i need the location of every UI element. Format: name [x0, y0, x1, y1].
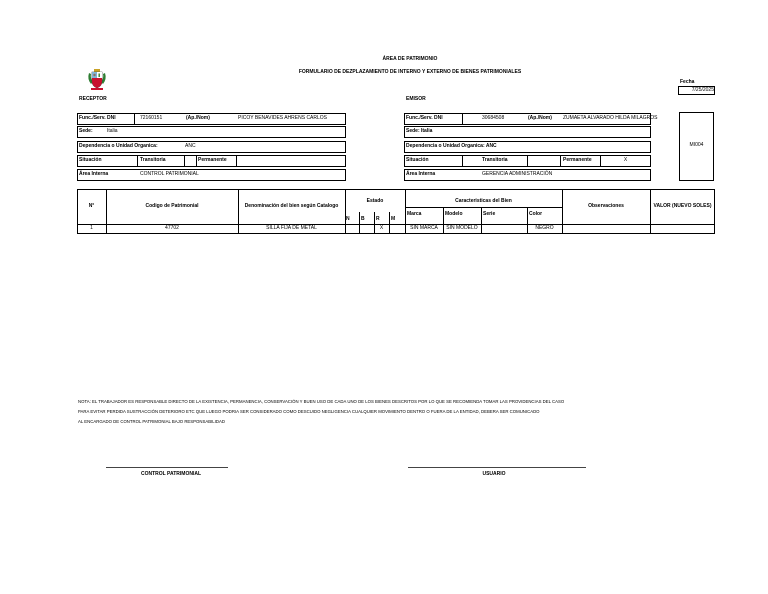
row-codigo: 47702: [165, 225, 179, 231]
row-marca: SIN MARCA: [410, 225, 438, 231]
emisor-sede-row[interactable]: [404, 126, 651, 138]
code-box-value: MI004: [689, 142, 704, 148]
receptor-dependencia-label: Dependencia o Unidad Organica:: [79, 143, 158, 149]
col-observaciones-header: Observaciones: [588, 203, 624, 209]
row-denominacion: SILLA FIJA DE METAL: [266, 225, 317, 231]
emisor-situacion-label: Situación: [406, 157, 429, 163]
form-title: FORMULARIO DE DEZPLAZAMIENTO DE INTERNO Y EXTERNO DE BIENES PATRIMONIALES: [298, 69, 522, 75]
emisor-dni-label: Func./Serv. DNI: [406, 115, 443, 121]
col-estado-b-header: B: [361, 216, 365, 222]
signature-usuario: USUARIO: [482, 471, 506, 477]
row-modelo: SIN MODELO: [446, 225, 478, 231]
emisor-apnom-value: ZUMAETA ALVARADO HILDA MILAGROS: [563, 115, 658, 121]
emisor-transitoria-label: Transitoria: [482, 157, 508, 163]
emisor-permanente-label: Permanente: [563, 157, 592, 163]
col-valor-header: VALOR (NUEVO SOLES): [653, 203, 712, 209]
receptor-area-row[interactable]: [77, 169, 346, 181]
emisor-dependencia-label: Dependencia o Unidad Organica: ANC: [406, 143, 497, 149]
receptor-apnom-value: PICOY BENAVIDES AHRENS CARLOS: [238, 115, 328, 121]
emisor-area-label: Área Interna: [406, 171, 436, 177]
col-estado-m-header: M: [391, 216, 396, 222]
signature-line-right: [408, 467, 586, 468]
emisor-dni-value: 30684508: [482, 115, 505, 121]
emisor-permanente-checkbox[interactable]: X: [623, 157, 628, 163]
coat-of-arms-icon: [87, 68, 107, 92]
col-estado-r-header: R: [376, 216, 380, 222]
emisor-area-value: GERENCIA ADMINISTRACIÓN: [482, 171, 553, 177]
emisor-label: EMISOR: [406, 96, 426, 102]
nota-text: [78, 397, 564, 427]
emisor-sede-label: Sede: Italia: [406, 128, 433, 134]
receptor-area-label: Área Interna: [79, 171, 109, 177]
col-caracteristicas-header: Caracteristicas del Bien: [455, 198, 512, 204]
col-marca-header: Marca: [407, 211, 422, 217]
receptor-dni-label: Func./Serv. DNI: [79, 115, 116, 121]
row-estado-r: X: [379, 225, 384, 231]
col-modelo-header: Modelo: [445, 211, 463, 217]
col-estado-header: Estado: [366, 198, 384, 204]
receptor-apnom-label: (Ap./Nom): [186, 115, 210, 121]
col-serie-header: Serie: [483, 211, 496, 217]
receptor-dni-value: 72160151: [140, 115, 163, 121]
receptor-sede-label: Sede:: [79, 128, 93, 134]
receptor-transitoria-label: Transitoria: [140, 157, 166, 163]
receptor-area-value: CONTROL PATRIMONIAL: [140, 171, 199, 177]
signature-control-patrimonial: CONTROL PATRIMONIAL: [141, 471, 201, 477]
col-estado-n-header: N: [346, 216, 350, 222]
row-num: 1: [90, 225, 93, 231]
receptor-permanente-label: Permanente: [198, 157, 227, 163]
receptor-label: RECEPTOR: [79, 96, 107, 102]
signature-line-left: [106, 467, 228, 468]
fecha-value: 7/25/2025: [691, 87, 714, 93]
area-title: ÁREA DE PATRIMONIO: [382, 56, 438, 62]
fecha-label: Fecha: [680, 79, 695, 85]
col-codigo-header: Codigo de Patrimonial: [145, 203, 199, 209]
nota-line-2: PARA EVITAR PERDIDA SUSTRACCIÓN DETERIORO ETC QUE LUEGO PODRIA SER CONSIDERADO COMO DESCUIDO NEGLIGENCIA CUALQUIER MOVIMIENTO DENTRO O FUERA DE LA ENTIDAD, DEBERA SER COMUNICADO: [78, 409, 540, 414]
receptor-dependencia-value: ANC: [185, 143, 196, 149]
col-denominacion-header: Denominación del bien según Catalogo: [244, 203, 339, 209]
col-num-header: N°: [88, 203, 95, 209]
row-color: NEGRO: [535, 225, 554, 231]
receptor-sede-value: Italia: [107, 128, 118, 134]
nota-line-3: AL ENCARGADO DE CONTROL PATRIMONIAL BAJO RESPONSABILIDAD: [78, 419, 225, 424]
nota-line-1: NOTA: EL TRABAJADOR ES RESPONSABLE DIRECTO DE LA EXISTENCIA, PERMANENCIA, CONSERVACIÓN Y BUEN USO DE CADA UNO DE LOS BIENES DESCRITOS POR LO QUE SE RECOMIENDA TOMAR LAS PROVIDENCIAS DEL CASO: [78, 399, 565, 404]
receptor-situacion-label: Situación: [79, 157, 102, 163]
col-color-header: Color: [529, 211, 543, 217]
emisor-apnom-label: (Ap./Nom): [528, 115, 552, 121]
